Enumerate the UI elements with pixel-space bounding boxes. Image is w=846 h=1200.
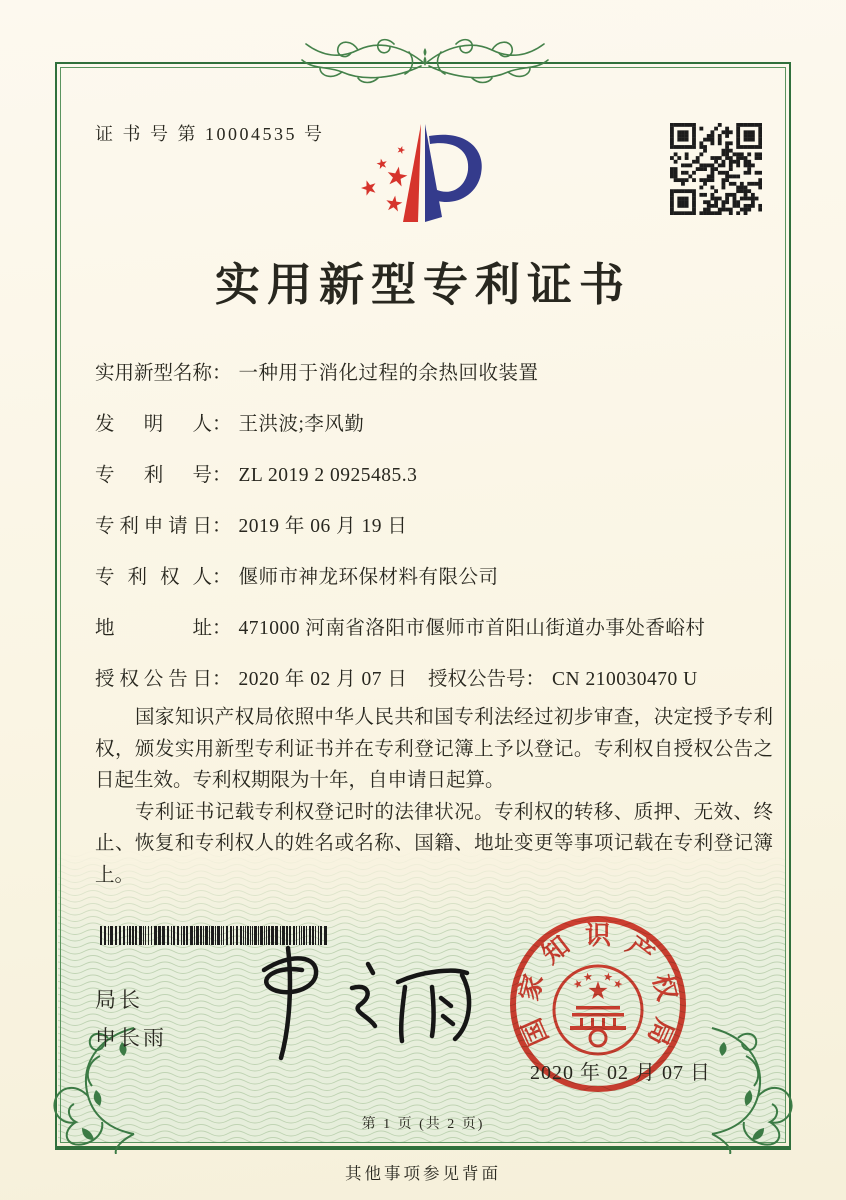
field-label: 授权公告号	[428, 669, 526, 690]
field-colon: ：	[212, 669, 232, 690]
field-value: 2020 年 02 月 07 日	[238, 669, 408, 690]
field-grant-number	[428, 666, 698, 693]
director-handwritten-signature	[222, 940, 474, 1068]
field-label: 专利号	[95, 465, 212, 486]
certificate-fields	[95, 360, 773, 717]
field-row-patentee	[95, 564, 773, 591]
field-label: 地址	[95, 618, 212, 639]
field-colon: ：	[212, 414, 232, 435]
field-label: 实用新型名称	[95, 363, 213, 384]
field-colon: ：	[212, 618, 232, 639]
corner-flourish-icon	[696, 1022, 808, 1154]
field-label: 专利申请日	[95, 516, 212, 537]
top-border-ornament-icon	[296, 30, 554, 98]
cnipa-patent-logo-icon	[345, 110, 515, 236]
field-value: 471000 河南省洛阳市偃师市首阳山街道办事处香峪村	[238, 618, 706, 639]
legal-paragraph-1: 国家知识产权局依照中华人民共和国专利法经过初步审查，决定授予专利权，颁发实用新型专利证书并在专利登记簿上予以登记。专利权自授权公告之日起生效。专利权期限为十年，自申请日起算。	[95, 707, 773, 791]
field-value: 2019 年 06 月 19 日	[238, 516, 408, 537]
field-colon: ：	[525, 669, 546, 690]
field-colon: ：	[212, 465, 232, 486]
field-row-application-date	[95, 513, 773, 540]
certificate-number: 证 书 号 第 10004535 号	[95, 124, 325, 144]
field-colon: ：	[212, 363, 232, 384]
certificate-title: 实用新型专利证书	[214, 260, 631, 310]
legal-paragraph-2: 专利证书记载专利权登记时的法律状况。专利权的转移、质押、无效、终止、恢复和专利权人的姓名或名称、国籍、地址变更等事项记载在专利登记簿上。	[95, 801, 773, 886]
field-row-utility-model-name	[95, 360, 773, 387]
national-emblem-icon	[554, 966, 642, 1054]
field-label: 专利权人	[95, 567, 212, 588]
svg-text:知: 知	[536, 930, 576, 970]
legal-text	[95, 702, 773, 891]
field-value: ZL 2019 2 0925485.3	[238, 465, 418, 486]
seal-date: 2020 年 02 月 07 日	[530, 1062, 711, 1084]
qr-code-icon	[670, 123, 762, 215]
back-side-note: 其他事项参见背面	[345, 1164, 501, 1183]
field-colon: ：	[212, 516, 232, 537]
field-value: 一种用于消化过程的余热回收装置	[238, 363, 539, 384]
svg-text:国: 国	[516, 1014, 554, 1050]
page-indicator: 第 1 页 (共 2 页)	[361, 1117, 485, 1132]
svg-text:局: 局	[642, 1014, 680, 1050]
field-row-patent-number	[95, 462, 773, 489]
field-value: CN 210030470 U	[552, 669, 698, 690]
field-value: 王洪波;李风勤	[238, 414, 365, 435]
svg-text:识: 识	[584, 921, 612, 950]
field-colon: ：	[212, 567, 232, 588]
field-row-address	[95, 615, 773, 642]
field-row-grant-date	[95, 666, 773, 693]
field-value: 偃师市神龙环保材料有限公司	[238, 567, 499, 588]
director-title-label: 局长	[95, 988, 143, 1012]
svg-text:产: 产	[620, 930, 660, 970]
svg-text:家: 家	[514, 971, 549, 1004]
director-name-label: 申长雨	[95, 1026, 167, 1050]
field-label: 发明人	[95, 414, 212, 435]
svg-text:权: 权	[647, 971, 682, 1004]
field-row-inventor	[95, 411, 773, 438]
field-label: 授权公告日	[95, 669, 212, 690]
